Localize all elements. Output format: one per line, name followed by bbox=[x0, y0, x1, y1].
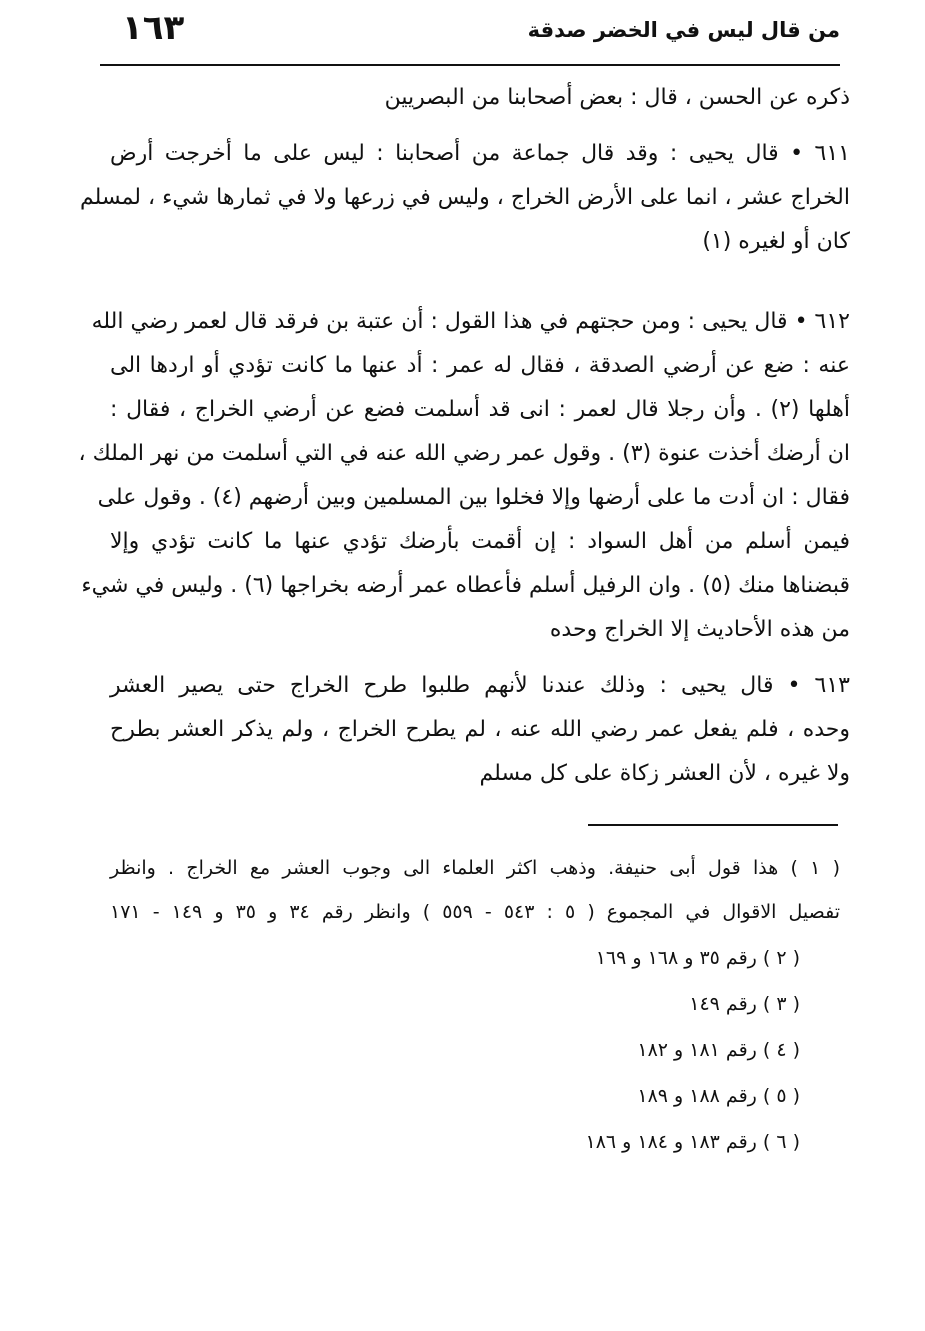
text-line: كان أو لغيره (١) bbox=[702, 229, 850, 254]
text-line: أهلها (٢) . وأن رجلا قال لعمر : انى قد أسلمت فضع عن أرضي الخراج ، فقال : bbox=[110, 397, 850, 422]
paragraph-613 bbox=[110, 664, 850, 796]
footnote-6: ( ٦ ) رقم ١٨٣ و ١٨٤ و ١٨٦ bbox=[585, 1131, 800, 1153]
text-line: ٦١٢ • قال يحيى : ومن حجتهم في هذا القول : أن عتبة بن فرقد قال لعمر رضي الله bbox=[91, 309, 850, 334]
footnote-5: ( ٥ ) رقم ١٨٨ و ١٨٩ bbox=[637, 1085, 800, 1107]
text-line: عنه : ضع عن أرضي الصدقة ، فقال له عمر : أد عنها ما كانت تؤدي أو اردها الى bbox=[110, 353, 850, 378]
footnote-rule bbox=[588, 824, 838, 826]
text-line: ٦١٣ • قال يحيى : وذلك عندنا لأنهم طلبوا طرح الخراج حتى يصير العشر bbox=[110, 673, 850, 698]
footnote-1-line: ( ١ ) هذا قول أبى حنيفة. وذهب اكثر العلماء الى وجوب العشر مع الخراج . وانظر bbox=[110, 857, 841, 879]
text-line: وحده ، فلم يفعل عمر رضي الله عنه ، لم يطرح الخراج ، ولم يذكر العشر بطرح bbox=[110, 717, 850, 742]
paragraph-611 bbox=[80, 132, 850, 264]
text-line: فقال : ان أدت ما على أرضها وإلا فخلوا بين المسلمين وبين أرضهم (٤) . وقول على bbox=[97, 485, 850, 510]
text-line: ان أرضك أخذت عنوة (٣) . وقول عمر رضي الله عنه في التي أسلمت من نهر الملك ، bbox=[78, 441, 850, 466]
footnote-4: ( ٤ ) رقم ١٨١ و ١٨٢ bbox=[637, 1039, 800, 1061]
intro-line: ذكره عن الحسن ، قال : بعض أصحابنا من البصريين bbox=[384, 85, 850, 110]
running-title: من قال ليس في الخضر صدقة bbox=[527, 18, 840, 42]
text-line: ولا غيره ، لأن العشر زكاة على كل مسلم bbox=[479, 761, 850, 786]
footnote-2: ( ٢ ) رقم ٣٥ و ١٦٨ و ١٦٩ bbox=[595, 947, 800, 969]
text-line: ٦١١ • قال يحيى : وقد قال جماعة من أصحابنا : ليس على ما أخرجت أرض bbox=[110, 141, 850, 166]
text-line: فيمن أسلم من أهل السواد : إن أقمت بأرضك تؤدي عنها ما كانت تؤدي وإلا bbox=[110, 529, 850, 554]
paragraph-612 bbox=[78, 300, 850, 652]
text-line: من هذه الأحاديث إلا الخراج وحده bbox=[549, 617, 850, 642]
text-line: الخراج عشر ، انما على الأرض الخراج ، وليس في زرعها ولا في ثمارها شيء ، لمسلم bbox=[80, 185, 850, 210]
page-header bbox=[100, 8, 840, 60]
body-text bbox=[78, 76, 850, 796]
header-rule bbox=[100, 64, 840, 66]
footnote-3: ( ٣ ) رقم ١٤٩ bbox=[689, 993, 800, 1015]
page-number: ١٦٣ bbox=[122, 8, 185, 48]
footnote-1-line: تفصيل الاقوال في المجموع ( ٥ : ٥٤٣ - ٥٥٩ ) وانظر رقم ٣٤ و ٣٥ و ١٤٩ - ١٧١ bbox=[110, 901, 841, 923]
footnotes bbox=[110, 846, 840, 1164]
text-line: قبضناها منك (٥) . وان الرفيل أسلم فأعطاه عمر أرضه بخراجها (٦) . وليس في شيء bbox=[81, 573, 850, 598]
